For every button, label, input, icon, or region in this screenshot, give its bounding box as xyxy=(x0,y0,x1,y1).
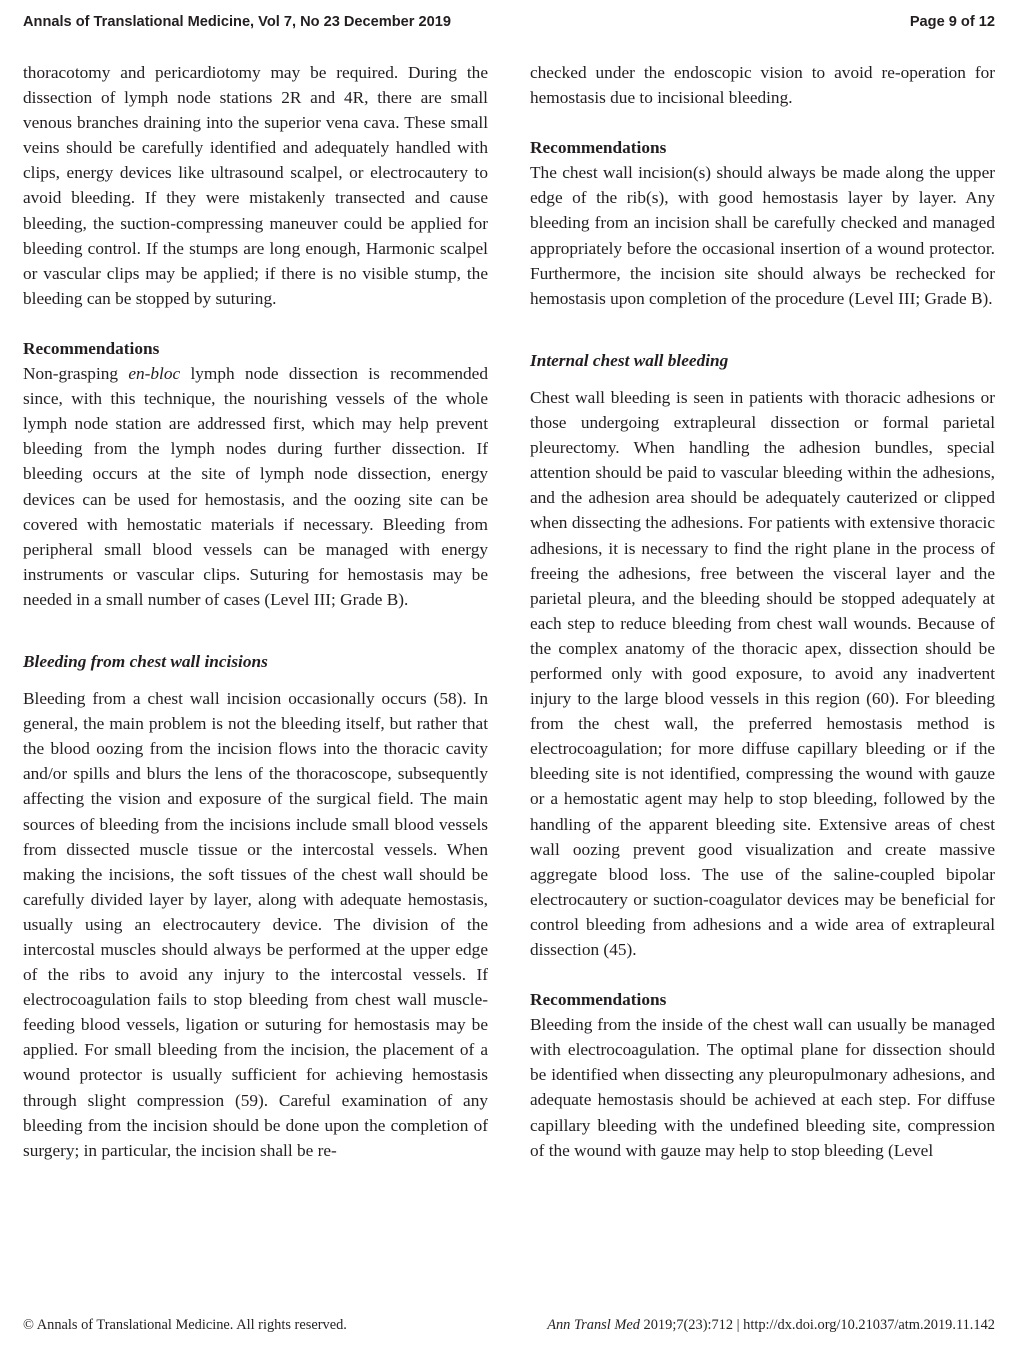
recommendations-paragraph: Bleeding from the inside of the chest wall can usually be managed with electrocoagulation. The optimal plane for dissection should be identified when dissecting any pleuropulmonary adhesions, and adequate hemostasis should be achieved at each step. For diffuse capillary bleeding with the undefined bleeding site, compression of the wound with gauze may help to stop bleeding (Level xyxy=(530,1015,995,1160)
recommendations-heading: Recommendations xyxy=(530,990,667,1010)
citation: Ann Transl Med 2019;7(23):712 | http://dx.doi.org/10.21037/atm.2019.11.142 xyxy=(547,1317,995,1333)
journal-title: Annals of Translational Medicine, Vol 7, No 23 December 2019 xyxy=(23,14,451,30)
italic-term: en-bloc xyxy=(128,364,181,384)
body-paragraph: checked under the endoscopic vision to avoid re-operation for hemostasis due to incisional bleeding. xyxy=(530,63,995,108)
recommendations-heading: Recommendations xyxy=(23,338,160,358)
recommendations-paragraph: The chest wall incision(s) should always be made along the upper edge of the rib(s), with good hemostasis layer by layer. Any bleeding from an incision shall be carefully checked and managed appropriately before the occasional insertion of a wound protector. Furthermore, the incision site should always be rechecked for hemostasis upon completion of the procedure (Level III; Grade B). xyxy=(530,163,995,308)
body-paragraph: thoracotomy and pericardiotomy may be required. During the dissection of lymph node stations 2R and 4R, there are small venous branches draining into the superior vena cava. These small veins should be carefully identified and adequately handled with clips, energy devices like ultrasound scalpel, or electrocautery to avoid bleeding. If they were mistakenly transected and cause bleeding, the suction-compressing maneuver could be applied for bleeding control. If the stumps are long enough, Harmonic scalpel or vascular clips may be applied; if there is no visible stump, the bleeding can be stopped by suturing. xyxy=(23,63,488,308)
section-heading: Bleeding from chest wall incisions xyxy=(23,651,268,671)
journal-abbreviation: Ann Transl Med xyxy=(547,1317,640,1333)
page-number: Page 9 of 12 xyxy=(909,14,995,30)
right-column xyxy=(530,60,995,1163)
page-footer xyxy=(23,1317,995,1339)
doi-link[interactable]: http://dx.doi.org/10.21037/atm.2019.11.142 xyxy=(743,1317,995,1333)
section-heading: Internal chest wall bleeding xyxy=(530,350,729,370)
left-column xyxy=(23,60,488,1163)
body-paragraph: Chest wall bleeding is seen in patients with thoracic adhesions or those undergoing extrapleural dissection or formal parietal pleurectomy. When handling the adhesion bundles, special attention should be paid to vascular bleeding within the adhesions, and the adhesion area should be adequately cauterized or clipped when dissecting the adhesions. For patients with extensive thoracic adhesions, it is necessary to find the right plane in the process of freeing the adhesions, free between the visceral layer and the parietal pleura, and the bleeding should be stopped adequately at each step to reduce bleeding from chest wall wounds. Because of the complex anatomy of the thoracic apex, dissection should be performed only with good exposure, to avoid any inadvertent injury to the large blood vessels in this region (60). For bleeding from the chest wall, the preferred hemostasis method is electrocoagulation; for more diffuse capillary bleeding or if the bleeding site is not identified, compressing the wound with gauze or a hemostatic agent may help to stop bleeding, followed by the handling of the apparent bleeding site. Extensive areas of chest wall oozing prevent good visualization and create massive aggregate blood loss. The use of the saline-coupled bipolar electrocautery or suction-coagulator devices may be beneficial for control bleeding from adhesions and a wide area of extrapleural dissection (45). xyxy=(530,387,995,959)
copyright-notice: © Annals of Translational Medicine. All rights reserved. xyxy=(23,1317,347,1333)
body-paragraph: Bleeding from a chest wall incision occasionally occurs (58). In general, the main problem is not the bleeding itself, but rather that the blood oozing from the incision flows into the thoracic cavity and/or spills and blurs the lens of the thoracoscope, subsequently affecting the vision and exposure of the surgical field. The main sources of bleeding from the incisions include small blood vessels from dissected muscle tissue or the intercostal vessels. When making the incisions, the soft tissues of the chest wall should be carefully divided layer by layer, along with adequate hemostasis, usually using an electrocautery device. The division of the intercostal muscles should always be performed at the upper edge of the ribs to avoid any injury to the intercostal vessels. If electrocoagulation fails to stop bleeding from chest wall muscle-feeding blood vessels, ligation or suturing for hemostasis may be applied. For small bleeding from the incision, the placement of a wound protector is usually sufficient for achieving hemostasis through slight compression (59). Careful examination of any bleeding from the incision should be done upon the completion of surgery; in particular, the incision shall be re- xyxy=(23,689,488,1160)
recommendations-paragraph: Non-grasping en-bloc lymph node dissection is recommended since, with this technique, the nourishing vessels of the whole lymph node station are addressed first, which may help prevent bleeding from the lymph nodes during further dissection. If bleeding occurs at the site of lymph node dissection, energy devices can be used for hemostasis, and the oozing site can be covered with hemostatic materials if necessary. Bleeding from peripheral small blood vessels can be managed with energy instruments or vascular clips. Suturing for hemostasis may be needed in a small number of cases (Level III; Grade B). xyxy=(23,364,488,609)
running-header xyxy=(23,14,995,34)
recommendations-heading: Recommendations xyxy=(530,138,667,158)
